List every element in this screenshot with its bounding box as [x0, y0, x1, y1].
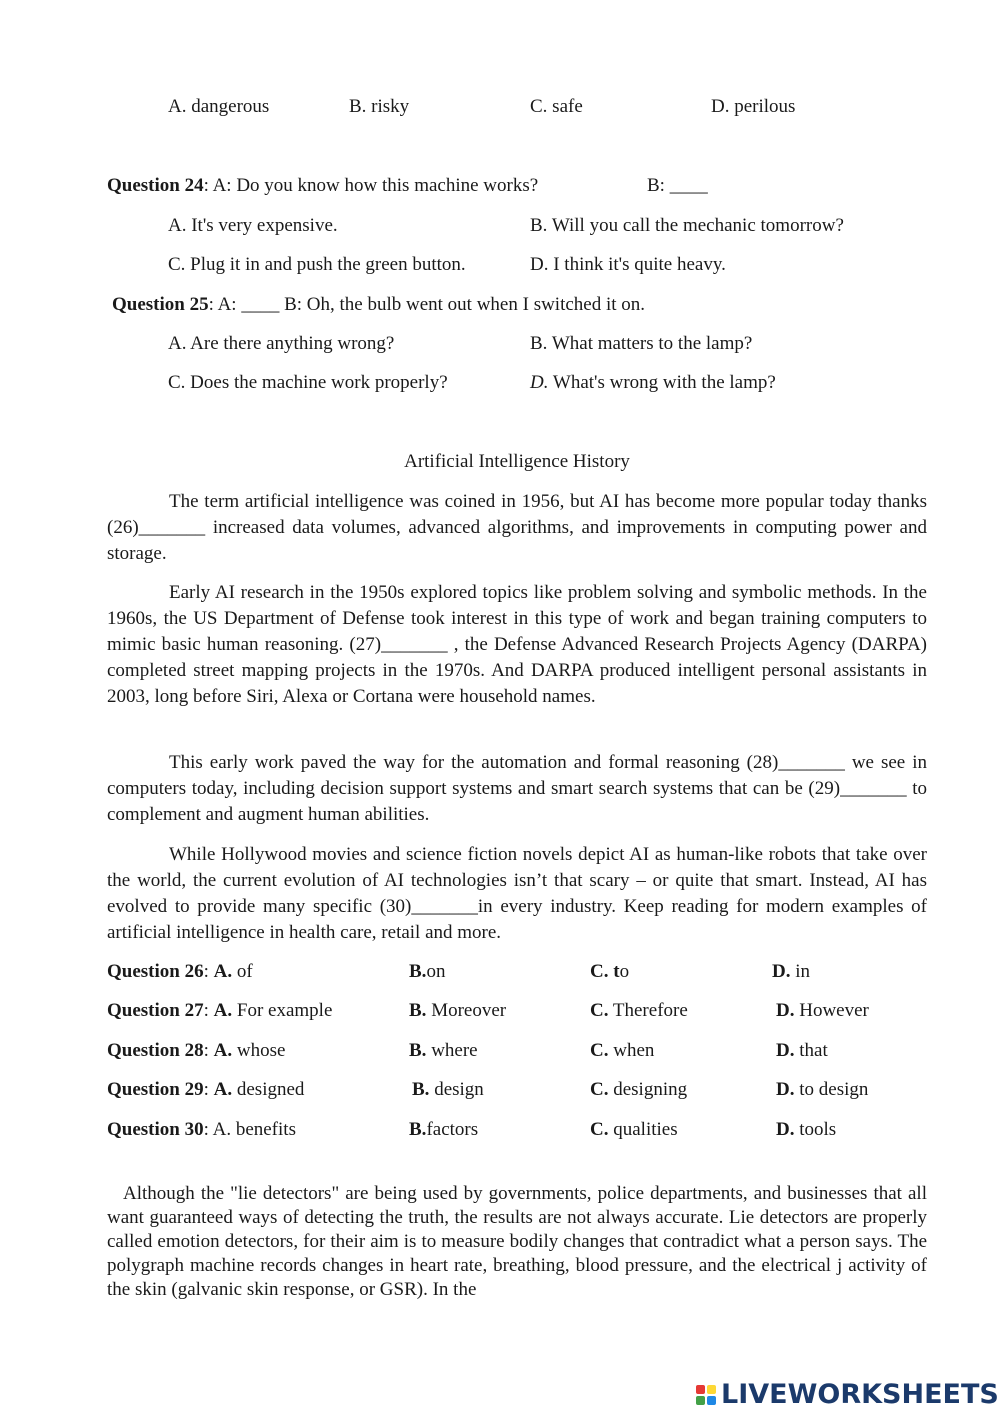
option-text: o [619, 961, 630, 982]
option-letter: C. [590, 1000, 609, 1021]
q23-option-b: B. risky [349, 96, 410, 117]
q24-b-part: B: ____ [647, 175, 708, 196]
option-letter: B. [409, 961, 427, 982]
option-b [409, 1040, 478, 1062]
logo-square-yellow [707, 1385, 716, 1394]
logo-square-green [696, 1396, 705, 1405]
option-a: whose [232, 1040, 286, 1061]
option-letter: D. [776, 1000, 795, 1021]
option-letter: B. [412, 1079, 430, 1100]
q25-option-d [530, 372, 776, 394]
option-c [590, 1040, 654, 1062]
option-letter: C. t [590, 961, 620, 982]
option-d [776, 1119, 836, 1141]
q24-option-c: C. Plug it in and push the green button. [168, 254, 466, 275]
option-text: in [790, 961, 811, 982]
option-c [590, 1119, 678, 1141]
option-text: Therefore [608, 1000, 688, 1021]
option-c [590, 1079, 687, 1101]
q24-option-b: B. Will you call the mechanic tomorrow? [530, 215, 844, 236]
option-d [776, 1000, 869, 1022]
logo-icon [696, 1381, 718, 1407]
q23-option-a: A. dangerous [168, 96, 270, 117]
option-a: designed [232, 1079, 305, 1100]
option-letter: A. [213, 961, 233, 982]
lie-detector-paragraph: Although the "lie detectors" are being used by governments, police departments, and businesses that all want guaranteed ways of detecting the truth, the results are not always accurate. Lie detectors are properly called emotion detectors, for their aim is to measure bodily changes that contradict what a person says. The polygraph machine records changes in heart rate, breathing, blood pressure, and the electrical j activity of the skin (galvanic skin response, or GSR). In the [107, 1183, 927, 1300]
option-letter: A. [213, 1040, 233, 1061]
q25-option-d-text: What's wrong with the lamp? [548, 372, 776, 393]
option-text: where [426, 1040, 478, 1061]
question-row: Question 28: A. whose [107, 1040, 286, 1061]
q24-option-d: D. I think it's quite heavy. [530, 254, 726, 275]
reading-title: Artificial Intelligence History [404, 451, 630, 472]
q25-option-c: C. Does the machine work properly? [168, 372, 448, 393]
q24-option-a: A. It's very expensive. [168, 215, 338, 236]
q24-label: Question 24 [107, 175, 204, 196]
question-label: Question 28 [107, 1040, 204, 1061]
option-d [776, 1079, 868, 1101]
option-text: on [426, 961, 446, 982]
question-row: Question 27: A. For example [107, 1000, 333, 1021]
option-d [776, 1040, 828, 1062]
option-text: design [429, 1079, 484, 1100]
q25-option-d-letter: D. [530, 372, 549, 393]
option-letter: A. [213, 1000, 233, 1021]
reading-paragraph-2: Early AI research in the 1950s explored topics like problem solving and symbolic methods. In the 1960s, the US Department of Defense took interest in this type of work and began training computers to mimic basic human reasoning. (27)_______ , the Defense Advanced Research Projects Agency (DARPA) completed street mapping projects in the 1970s. And DARPA produced intelligent personal assistants in 2003, long before Siri, Alexa or Cortana were household names. [107, 582, 927, 707]
option-letter: A. [213, 1079, 233, 1100]
q23-option-c: C. safe [530, 96, 583, 117]
q25-stem: : A: ____ B: Oh, the bulb went out when I switched it on. [208, 294, 646, 315]
option-b [409, 1000, 506, 1022]
logo-text: LIVEWORKSHEETS [721, 1378, 999, 1410]
option-text: tools [794, 1119, 837, 1140]
q25-option-b: B. What matters to the lamp? [530, 333, 753, 354]
logo-square-red [696, 1385, 705, 1394]
option-c [590, 1000, 688, 1022]
option-letter: B. [409, 1040, 427, 1061]
option-c [590, 961, 629, 983]
question-row: Question 30: A. benefits [107, 1119, 296, 1140]
option-letter: C. [590, 1079, 609, 1100]
option-text: that [794, 1040, 828, 1061]
option-letter: C. [590, 1040, 609, 1061]
option-text: Moreover [426, 1000, 507, 1021]
reading-paragraph-3: This early work paved the way for the automation and formal reasoning (28)_______ we see in computers today, including decision support systems and smart search systems that can be (29)_______ to complement and augment human abilities. [107, 752, 927, 825]
reading-paragraph-1: The term artificial intelligence was coined in 1956, but AI has become more popular today thanks (26)_______ increased data volumes, advanced algorithms, and improvements in computing power and storage. [107, 491, 927, 564]
reading-paragraph-4: While Hollywood movies and science fiction novels depict AI as human-like robots that take over the world, the current evolution of AI technologies isn’t that scary – or quite that smart. Instead, AI has evolved to provide many specific (30)_______in every industry. Keep reading for modern examples of artificial intelligence in health care, retail and more. [107, 844, 927, 943]
liveworksheets-logo [696, 1378, 999, 1410]
q25-option-a: A. Are there anything wrong? [168, 333, 395, 354]
option-letter: D. [776, 1040, 795, 1061]
q24-question [107, 175, 538, 197]
option-letter: C. [590, 1119, 609, 1140]
option-letter: D. [776, 1079, 795, 1100]
question-label: Question 26 [107, 961, 204, 982]
question-label: Question 27 [107, 1000, 204, 1021]
option-letter: B. [409, 1119, 427, 1140]
question-label: Question 30 [107, 1119, 204, 1140]
question-row: Question 26: A. of [107, 961, 253, 982]
option-text: qualities [608, 1119, 678, 1140]
option-letter: D. [772, 961, 791, 982]
option-letter: B. [409, 1000, 427, 1021]
q24-stem: : A: Do you know how this machine works? [203, 175, 539, 196]
logo-square-blue [707, 1396, 716, 1405]
option-d [772, 961, 810, 983]
option-text: designing [608, 1079, 688, 1100]
option-b [412, 1079, 484, 1101]
option-text: However [794, 1000, 869, 1021]
q25-question [112, 294, 645, 316]
option-a: of [232, 961, 253, 982]
q25-label: Question 25 [112, 294, 209, 315]
option-letter: D. [776, 1119, 795, 1140]
option-text: factors [426, 1119, 479, 1140]
question-label: Question 29 [107, 1079, 204, 1100]
option-text: when [608, 1040, 655, 1061]
option-b [409, 1119, 478, 1141]
option-text: to design [794, 1079, 869, 1100]
q23-option-d: D. perilous [711, 96, 796, 117]
option-a: A. benefits [212, 1119, 296, 1140]
question-row: Question 29: A. designed [107, 1079, 305, 1100]
option-b [409, 961, 445, 983]
option-a: For example [232, 1000, 333, 1021]
